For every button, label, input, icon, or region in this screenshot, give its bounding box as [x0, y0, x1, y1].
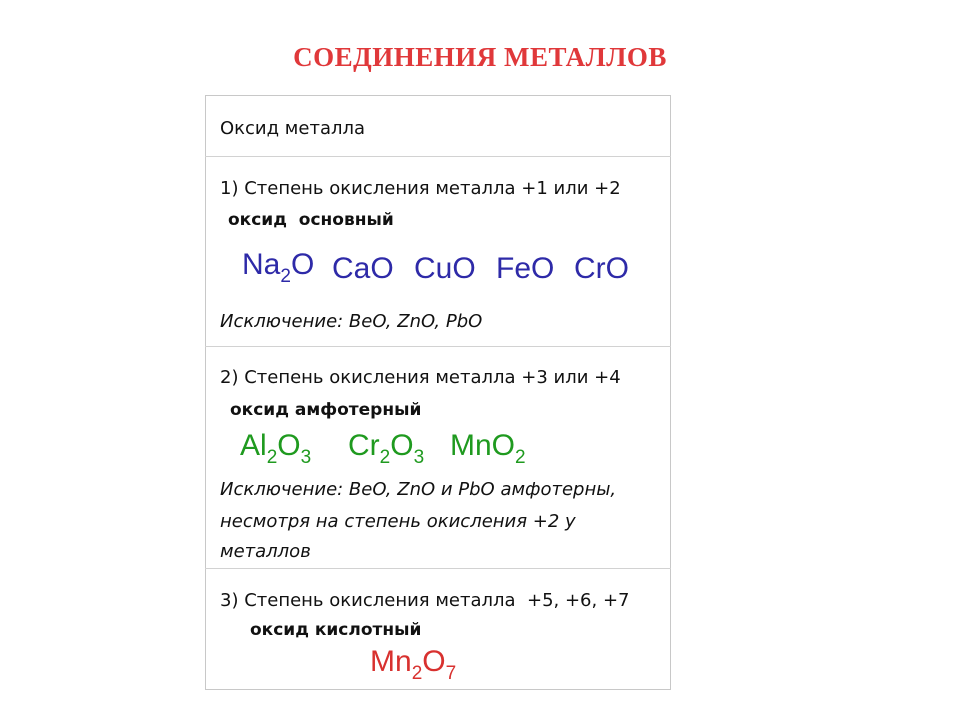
page-title: СОЕДИНЕНИЯ МЕТАЛЛОВ [293, 42, 667, 72]
row2-formula-mno2: MnO$_2$ [450, 429, 526, 468]
row1-exception: Исключение: BeO, ZnO, PbO [220, 311, 483, 332]
row2-oxide-type: оксид амфотерный [230, 400, 422, 420]
row3-condition: 3) Степень окисления металла +5, +6, +7 [220, 590, 630, 611]
row2-formula-cr2o3: $Cr_2O_3$ [348, 429, 425, 468]
table-header: Оксид металла [220, 118, 366, 139]
row3-formula-mn2o7: $Mn_2O_7$ [370, 645, 457, 684]
row-divider [205, 156, 671, 157]
row1-formula-cuo: CuO [414, 252, 476, 285]
row2-formula-al2o3: $Al_2O_3$ [240, 429, 312, 468]
row1-formula-feo: FeO [496, 252, 555, 285]
row2-exception-line1: Исключение: BeO, ZnO и PbO амфотерны, [220, 479, 617, 500]
row2-condition: 2) Степень окисления металла +3 или +4 [220, 367, 621, 388]
row2-exception-line3: металлов [220, 541, 311, 562]
oxide-table [205, 95, 671, 690]
row1-formula-cao: CaO [332, 252, 394, 285]
row1-formula-cro: CrO [574, 252, 629, 285]
row1-oxide-type: оксид основный [228, 210, 394, 230]
row-divider [205, 346, 671, 347]
row1-condition: 1) Степень окисления металла +1 или +2 [220, 178, 621, 199]
row2-exception-line2: несмотря на степень окисления +2 у [220, 511, 576, 532]
row3-oxide-type: оксид кислотный [250, 620, 422, 640]
row-divider [205, 568, 671, 569]
row1-formula-na2o: $Na_2O$ [242, 248, 315, 287]
